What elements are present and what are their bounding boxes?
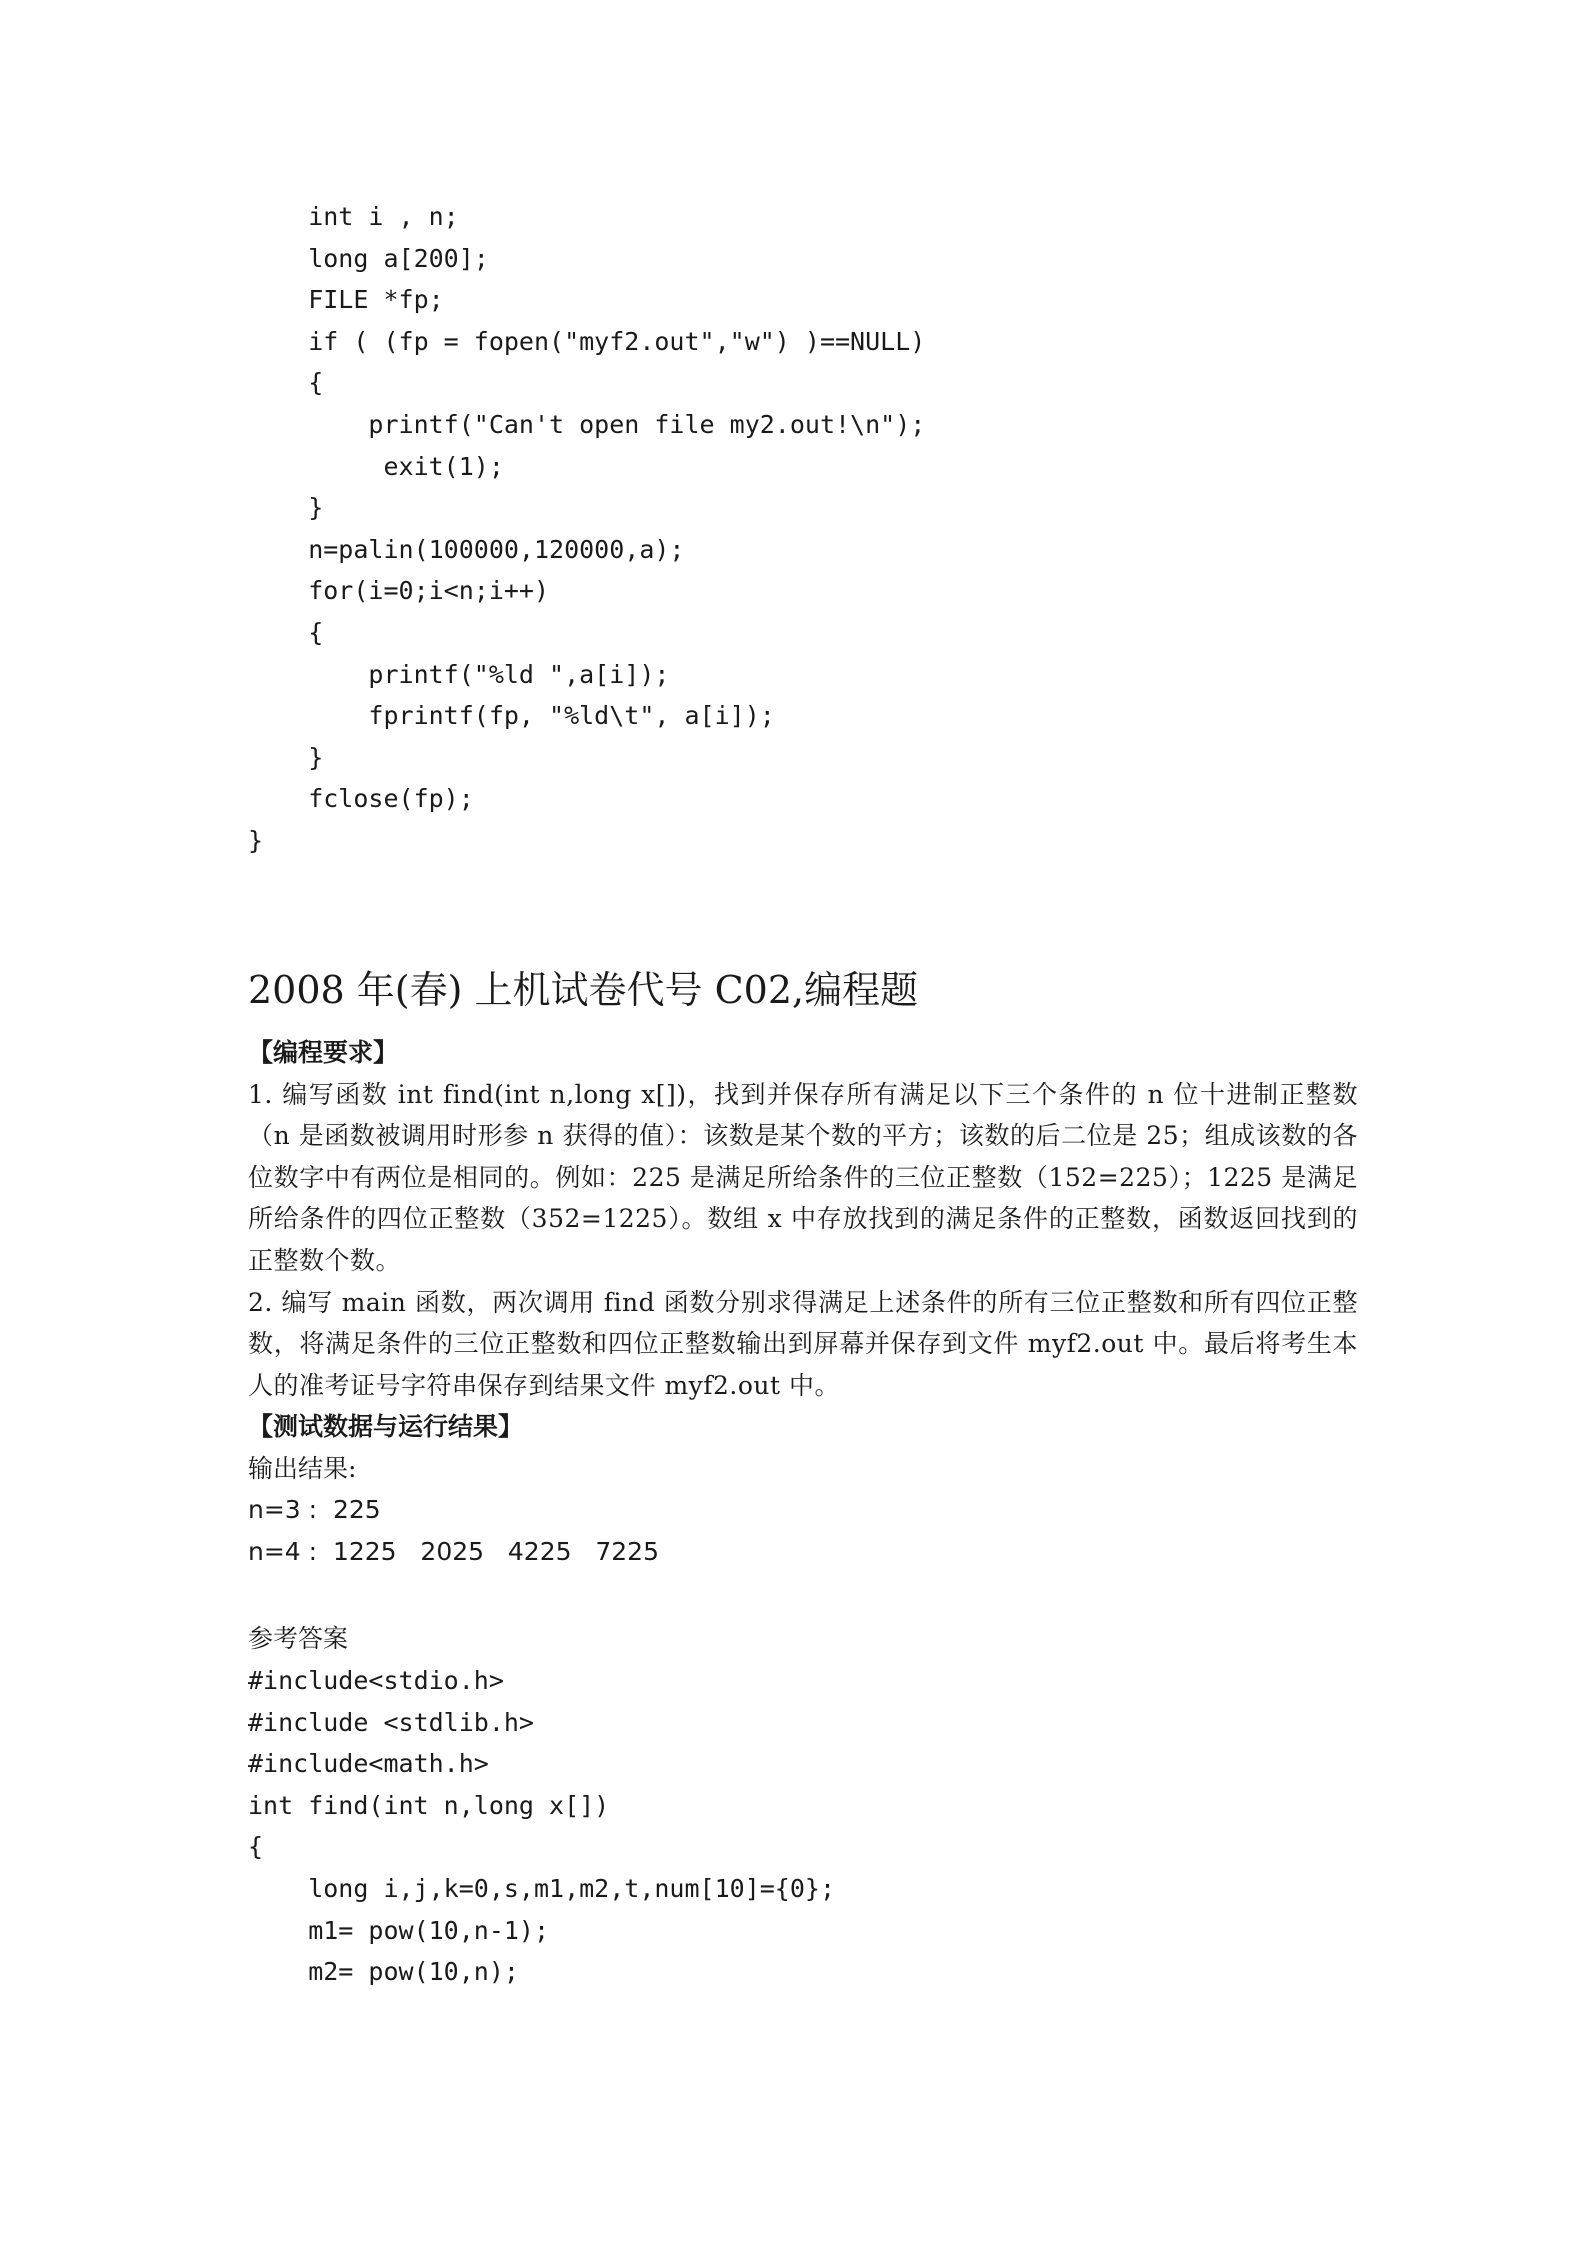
code-line: printf("%ld ",a[i]); bbox=[248, 659, 670, 689]
requirements-section bbox=[248, 1032, 1358, 1406]
code-line: int i , n; bbox=[248, 202, 459, 231]
code-line: m1= pow(10,n-1); bbox=[248, 1915, 550, 1945]
output-line-n4: n=4 : 1225 2025 4225 7225 bbox=[248, 1536, 659, 1566]
output-line-n3: n=3 : 225 bbox=[248, 1495, 381, 1525]
code-line: long i,j,k=0,s,m1,m2,t,num[10]={0}; bbox=[248, 1873, 835, 1903]
code-line: long a[200]; bbox=[248, 243, 489, 273]
code-listing-answer bbox=[248, 1660, 835, 1993]
answer-label: 参考答案 bbox=[248, 1624, 349, 1653]
requirements-title: 【编程要求】 bbox=[248, 1038, 399, 1067]
code-line: } bbox=[248, 493, 324, 523]
requirement-item-2: 2. 编写 main 函数，两次调用 find 函数分别求得满足上述条件的所有三位正整数和所有四位正整数，将满足条件的三位正整数和四位正整数输出到屏幕并保存到文件 myf2.out 中。最后将考生本人的准考证号字符串保存到结果文件 myf2.out 中。 bbox=[248, 1287, 1358, 1400]
code-line: exit(1); bbox=[248, 451, 504, 481]
exam-heading: 2008 年(春) 上机试卷代号 C02,编程题 bbox=[248, 968, 919, 1012]
output-label: 输出结果: bbox=[248, 1453, 357, 1483]
test-section bbox=[248, 1406, 1358, 1572]
code-line: fclose(fp); bbox=[248, 784, 474, 814]
code-line: int find(int n,long x[]) bbox=[248, 1790, 610, 1820]
code-line: { bbox=[248, 368, 324, 398]
requirement-item-1: 1. 编写函数 int find(int n,long x[])，找到并保存所有满足以下三个条件的 n 位十进制正整数（n 是函数被调用时形参 n 获得的值）：该数是某个数的平方；该数的后二位是 25；组成该数的各位数字中有两位是相同的。例如：225 是满足所给条件的三位正整数（152=225）；1225 是满足所给条件的四位正整数（352=1225）。数组 x 中存放找到的满足条件的正整数，函数返回找到的正整数个数。 bbox=[248, 1079, 1358, 1275]
code-line: if ( (fp = fopen("myf2.out","w") )==NULL) bbox=[248, 326, 926, 356]
code-line: n=palin(100000,120000,a); bbox=[248, 534, 685, 564]
code-line: printf("Can't open file my2.out!\n"); bbox=[248, 409, 926, 439]
code-line: #include <stdlib.h> bbox=[248, 1707, 534, 1737]
code-line: fprintf(fp, "%ld\t", a[i]); bbox=[248, 701, 775, 731]
code-line: #include<math.h> bbox=[248, 1749, 489, 1779]
code-line: m2= pow(10,n); bbox=[248, 1957, 519, 1987]
test-title: 【测试数据与运行结果】 bbox=[248, 1412, 524, 1441]
code-line: { bbox=[248, 617, 324, 647]
code-line: } bbox=[248, 742, 324, 772]
code-line: } bbox=[248, 825, 264, 855]
code-line: for(i=0;i<n;i++) bbox=[248, 576, 550, 606]
code-line: { bbox=[248, 1832, 264, 1862]
code-line: FILE *fp; bbox=[248, 285, 444, 315]
code-listing-top bbox=[248, 196, 925, 862]
code-line: #include<stdio.h> bbox=[248, 1666, 504, 1695]
